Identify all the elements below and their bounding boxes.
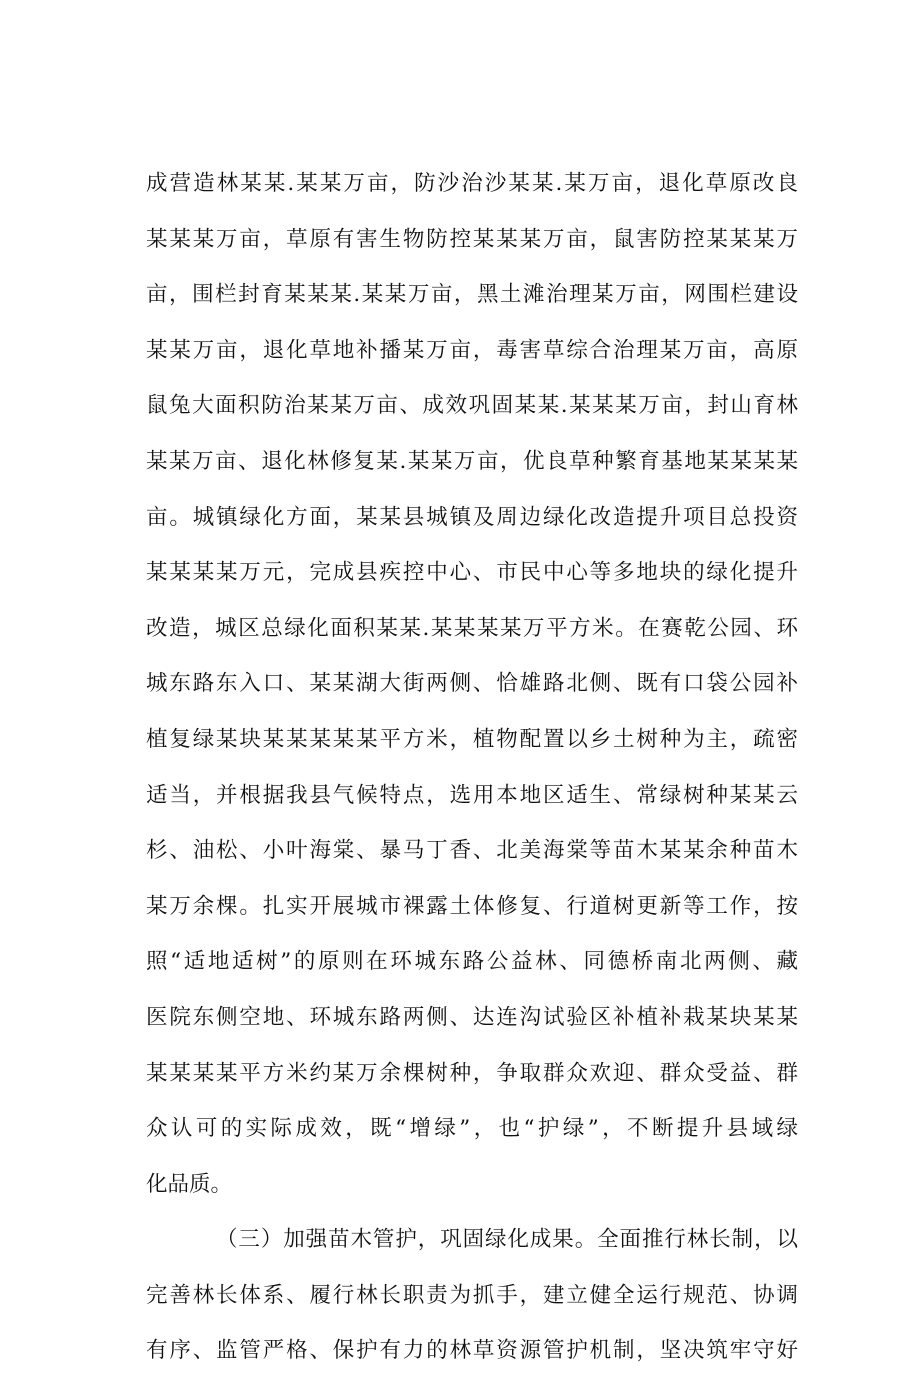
text-line: 某某万亩，退化草地补播某万亩，毒害草综合治理某万亩，高原	[146, 337, 798, 363]
text-line: 亩。城镇绿化方面，某某县城镇及周边绿化改造提升项目总投资	[146, 504, 798, 530]
text-line: 有序、监管严格、保护有力的林草资源管护机制，坚决筑牢守好	[146, 1338, 798, 1364]
text-line: 某某某某平方米约某万余棵树种，争取群众欢迎、群众受益、群	[146, 1060, 798, 1086]
text-line: 鼠兔大面积防治某某万亩、成效巩固某某.某某某万亩，封山育林	[146, 393, 798, 419]
text-line: 照“适地适树”的原则在环城东路公益林、同德桥南北两侧、藏	[146, 949, 798, 975]
text-line: 完善林长体系、履行林长职责为抓手，建立健全运行规范、协调	[146, 1282, 798, 1308]
text-line: 城东路东入口、某某湖大街两侧、恰雄路北侧、既有口袋公园补	[146, 671, 798, 697]
text-line: 某某某万亩，草原有害生物防控某某某万亩，鼠害防控某某某万	[146, 226, 798, 252]
text-line: 某某万亩、退化林修复某.某某万亩，优良草种繁育基地某某某某	[146, 448, 798, 474]
text-line: 某万余棵。扎实开展城市裸露土体修复、行道树更新等工作，按	[146, 893, 798, 919]
text-line: 某某某某万元，完成县疾控中心、市民中心等多地块的绿化提升	[146, 560, 798, 586]
text-line: 成营造林某某.某某万亩，防沙治沙某某.某万亩，退化草原改良	[146, 171, 798, 196]
section-heading-line: （三）加强苗木管护，巩固绿化成果。全面推行林长制，以	[216, 1227, 798, 1253]
text-line: 杉、油松、小叶海棠、暴马丁香、北美海棠等苗木某某余种苗木	[146, 838, 798, 864]
text-line: 众认可的实际成效，既“增绿”，也“护绿”，不断提升县域绿	[146, 1116, 798, 1142]
text-line: 医院东侧空地、环城东路两侧、达连沟试验区补植补栽某块某某	[146, 1004, 798, 1030]
text-line: 适当，并根据我县气候特点，选用本地区适生、常绿树种某某云	[146, 782, 798, 808]
text-line: 亩，围栏封育某某某.某某万亩，黑土滩治理某万亩，网围栏建设	[146, 282, 798, 308]
text-line: 植复绿某块某某某某某平方米，植物配置以乡土树种为主，疏密	[146, 726, 798, 752]
body-text	[146, 156, 798, 1379]
text-line: 改造，城区总绿化面积某某.某某某某万平方米。在赛乾公园、环	[146, 615, 798, 641]
paragraph-end-line: 化品质。	[146, 1171, 233, 1197]
